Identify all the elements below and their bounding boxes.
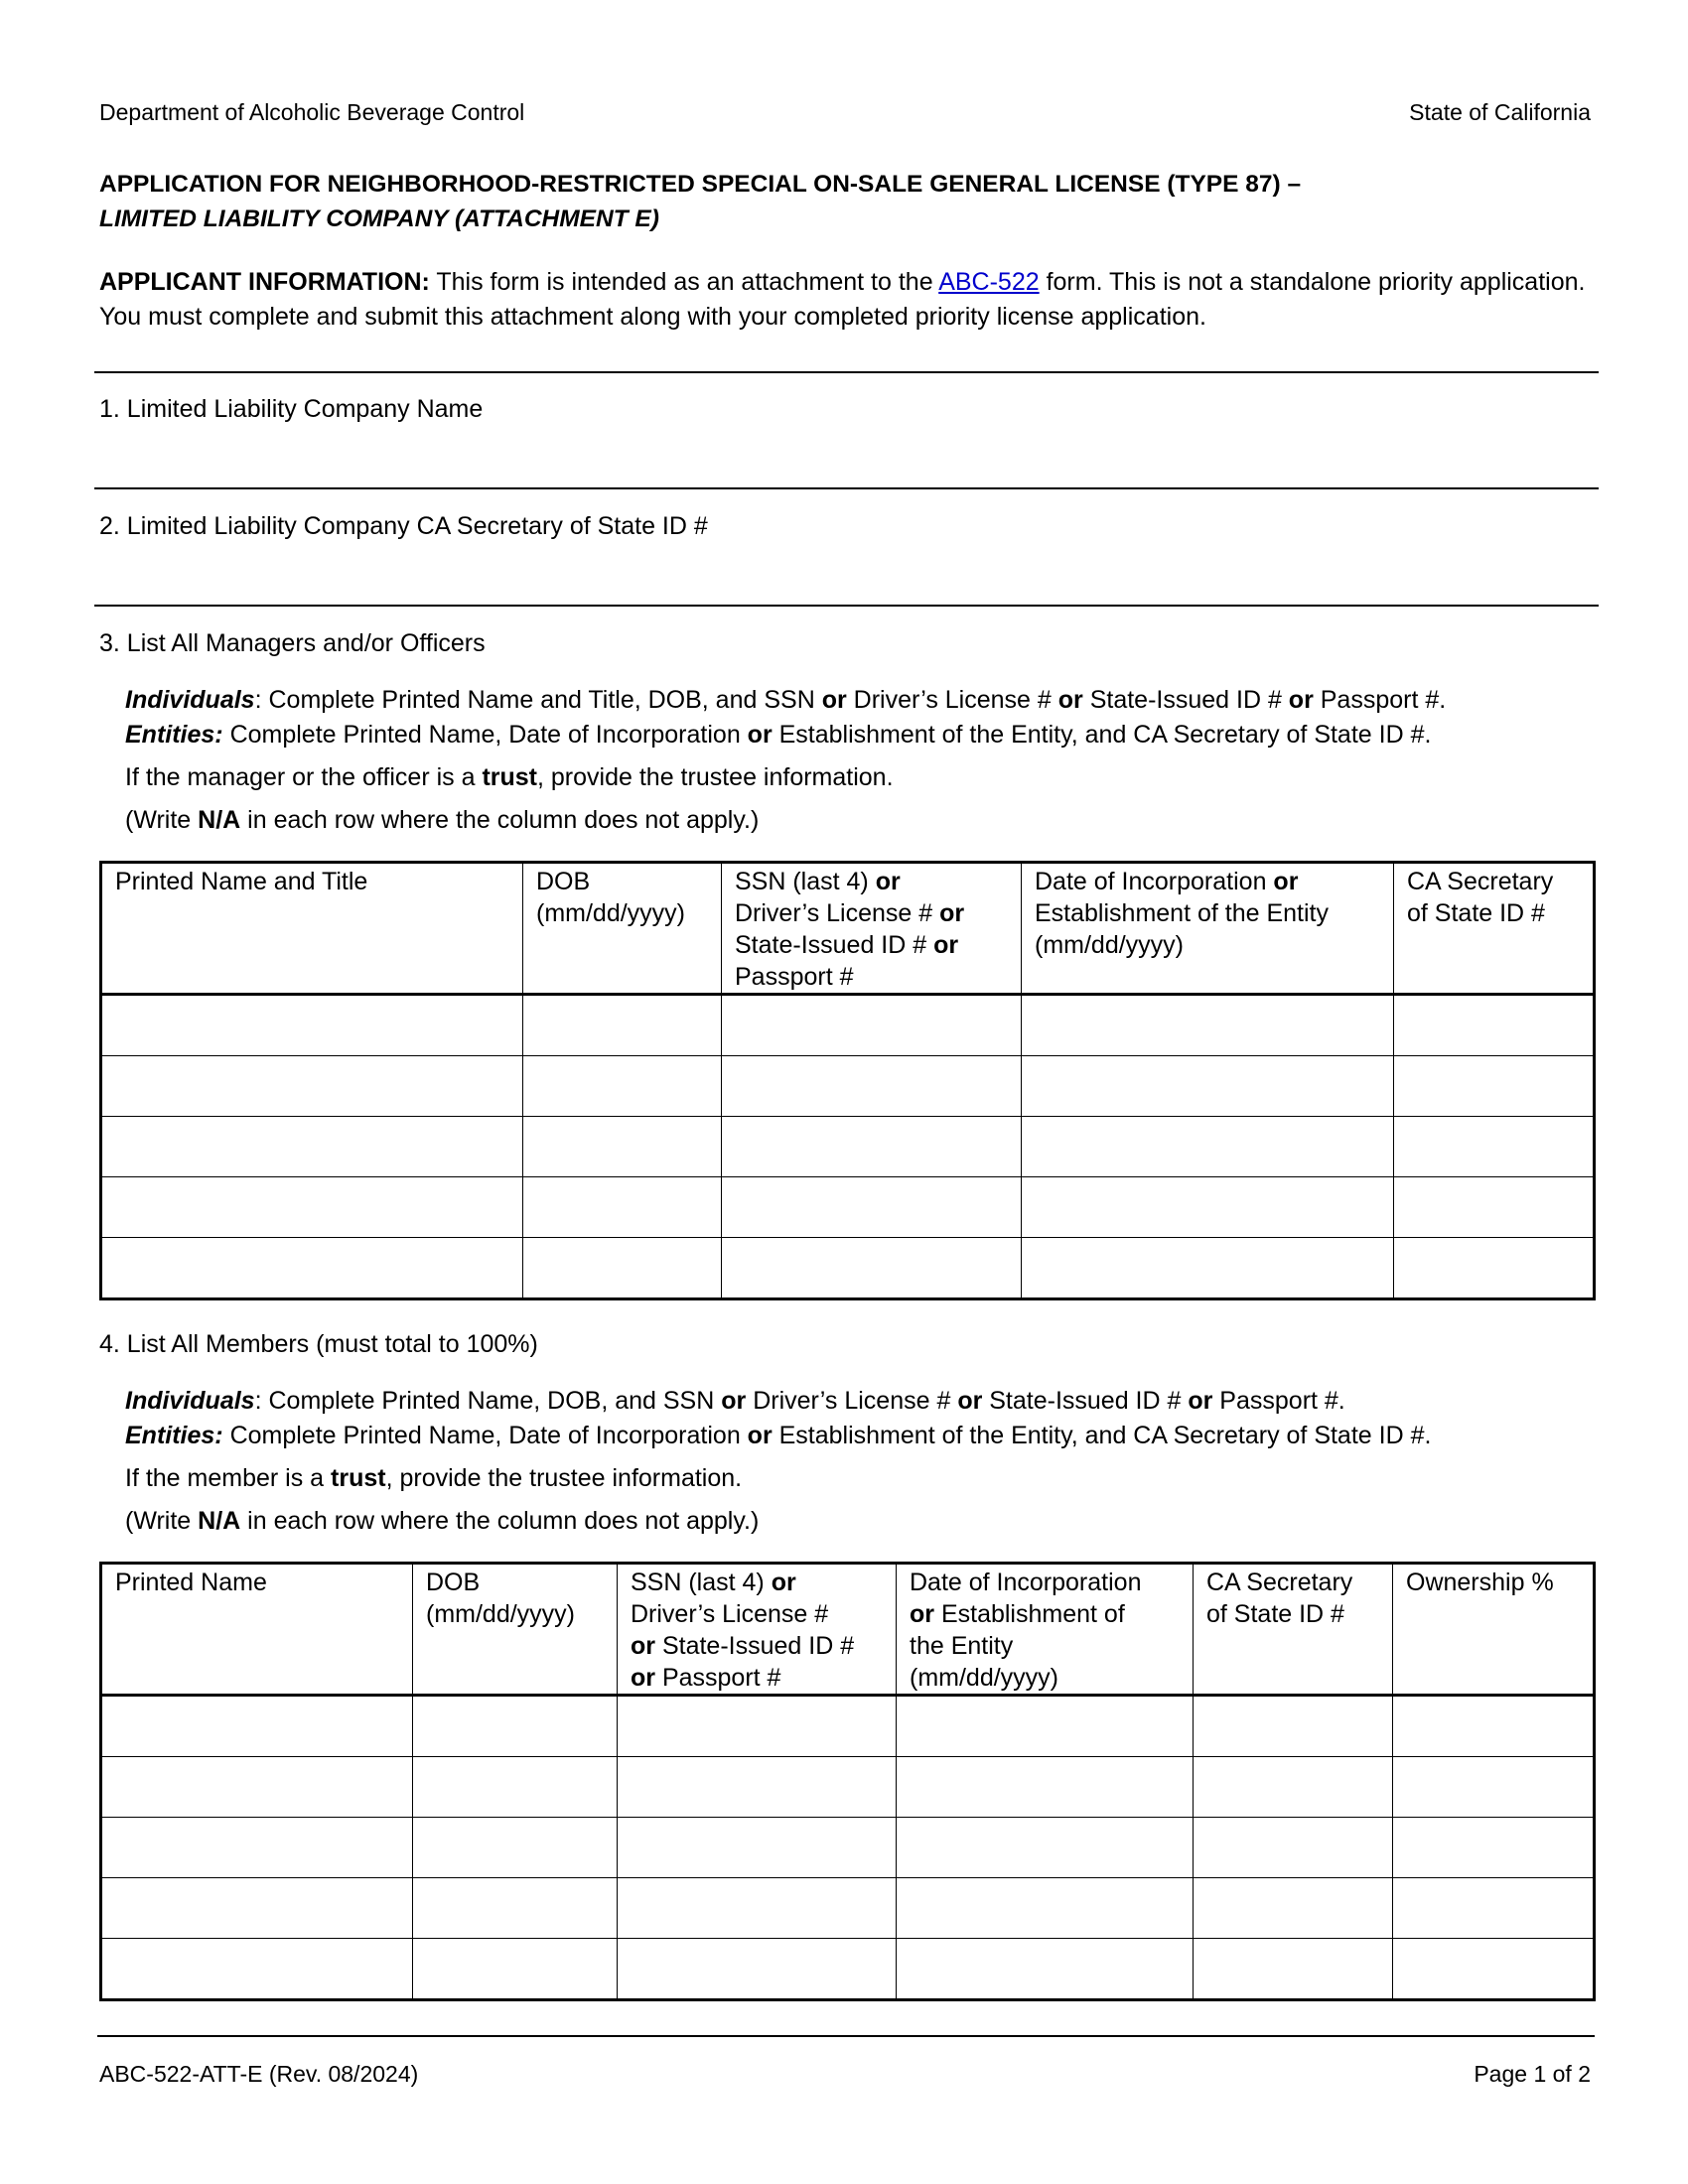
cell-input[interactable] bbox=[897, 1757, 1194, 1818]
cell-input[interactable] bbox=[523, 1238, 722, 1299]
cell-input[interactable] bbox=[1394, 1238, 1595, 1299]
table-row bbox=[101, 1696, 1595, 1757]
divider bbox=[94, 371, 1599, 373]
cell-input[interactable] bbox=[101, 1177, 523, 1238]
intro-text-cont: form. This is not a standalone priority application. You must complete and submit this attachment along with your completed priority license application. bbox=[99, 268, 1586, 331]
llc-sos-id-field[interactable] bbox=[99, 549, 1594, 599]
cell-input[interactable] bbox=[1194, 1696, 1393, 1757]
applicant-information-label: APPLICANT INFORMATION: bbox=[99, 268, 430, 296]
cell-input[interactable] bbox=[722, 1056, 1022, 1117]
cell-input[interactable] bbox=[1022, 1056, 1394, 1117]
cell-input[interactable] bbox=[618, 1818, 897, 1878]
form-id: ABC-522-ATT-E (Rev. 08/2024) bbox=[99, 2061, 419, 2087]
col-id-number: SSN (last 4) or Driver’s License # or State-Issued ID # or Passport # bbox=[618, 1564, 897, 1696]
cell-input[interactable] bbox=[1022, 995, 1394, 1056]
page-number: Page 1 of 2 bbox=[1474, 2061, 1591, 2087]
managers-table bbox=[99, 861, 1596, 1300]
cell-input[interactable] bbox=[1393, 1878, 1595, 1939]
cell-input[interactable] bbox=[897, 1696, 1194, 1757]
cell-input[interactable] bbox=[897, 1878, 1194, 1939]
table-header-row bbox=[101, 863, 1595, 995]
cell-input[interactable] bbox=[1022, 1177, 1394, 1238]
cell-input[interactable] bbox=[897, 1818, 1194, 1878]
cell-input[interactable] bbox=[101, 1757, 413, 1818]
department-name: Department of Alcoholic Beverage Control bbox=[99, 99, 525, 125]
cell-input[interactable] bbox=[101, 1238, 523, 1299]
cell-input[interactable] bbox=[1194, 1757, 1393, 1818]
cell-input[interactable] bbox=[1394, 1117, 1595, 1177]
llc-name-label: 1. Limited Liability Company Name bbox=[99, 395, 484, 423]
cell-input[interactable] bbox=[618, 1939, 897, 2000]
cell-input[interactable] bbox=[1393, 1818, 1595, 1878]
na-instruction: (Write N/A in each row where the column does not apply.) bbox=[125, 806, 760, 834]
cell-input[interactable] bbox=[523, 1056, 722, 1117]
entities-instruction: Entities: Complete Printed Name, Date of Incorporation or Establishment of the Entity, and CA Secretary of State ID #. bbox=[125, 1422, 1432, 1449]
col-dob: DOB (mm/dd/yyyy) bbox=[413, 1564, 618, 1696]
cell-input[interactable] bbox=[1022, 1117, 1394, 1177]
cell-input[interactable] bbox=[413, 1757, 618, 1818]
cell-input[interactable] bbox=[722, 1177, 1022, 1238]
table-row bbox=[101, 1117, 1595, 1177]
table-row bbox=[101, 1757, 1595, 1818]
table-row bbox=[101, 1818, 1595, 1878]
cell-input[interactable] bbox=[413, 1939, 618, 2000]
state-name: State of California bbox=[1409, 99, 1591, 125]
col-date-incorporation: Date of Incorporation or Establishment of the Entity (mm/dd/yyyy) bbox=[1022, 863, 1394, 995]
cell-input[interactable] bbox=[101, 1939, 413, 2000]
cell-input[interactable] bbox=[523, 1117, 722, 1177]
trust-instruction: If the manager or the officer is a trust, provide the trustee information. bbox=[125, 763, 894, 791]
na-instruction: (Write N/A in each row where the column does not apply.) bbox=[125, 1507, 760, 1535]
footer-divider bbox=[97, 2035, 1595, 2037]
members-label: 4. List All Members (must total to 100%) bbox=[99, 1330, 538, 1358]
table-row bbox=[101, 1939, 1595, 2000]
cell-input[interactable] bbox=[618, 1878, 897, 1939]
cell-input[interactable] bbox=[101, 1818, 413, 1878]
col-dob: DOB (mm/dd/yyyy) bbox=[523, 863, 722, 995]
cell-input[interactable] bbox=[1194, 1878, 1393, 1939]
applicant-information bbox=[99, 265, 1609, 335]
cell-input[interactable] bbox=[101, 1056, 523, 1117]
cell-input[interactable] bbox=[1393, 1696, 1595, 1757]
form-title bbox=[99, 167, 1301, 236]
cell-input[interactable] bbox=[413, 1818, 618, 1878]
cell-input[interactable] bbox=[722, 1238, 1022, 1299]
divider bbox=[94, 487, 1599, 489]
cell-input[interactable] bbox=[101, 1696, 413, 1757]
cell-input[interactable] bbox=[1393, 1757, 1595, 1818]
cell-input[interactable] bbox=[1022, 1238, 1394, 1299]
col-ownership: Ownership % bbox=[1393, 1564, 1595, 1696]
col-date-incorporation: Date of Incorporation or Establishment of the Entity (mm/dd/yyyy) bbox=[897, 1564, 1194, 1696]
cell-input[interactable] bbox=[1394, 995, 1595, 1056]
individuals-instruction: Individuals: Complete Printed Name and Title, DOB, and SSN or Driver’s License # or State-Issued ID # or Passport #. bbox=[125, 686, 1447, 714]
cell-input[interactable] bbox=[523, 995, 722, 1056]
individuals-instruction: Individuals: Complete Printed Name, DOB, and SSN or Driver’s License # or State-Issued ID # or Passport #. bbox=[125, 1387, 1345, 1415]
cell-input[interactable] bbox=[1194, 1818, 1393, 1878]
col-printed-name-title: Printed Name and Title bbox=[101, 863, 523, 995]
col-id-number: SSN (last 4) or Driver’s License # or State-Issued ID # or Passport # bbox=[722, 863, 1022, 995]
trust-instruction: If the member is a trust, provide the trustee information. bbox=[125, 1464, 743, 1492]
llc-name-field[interactable] bbox=[99, 433, 1594, 482]
form-title-line1: APPLICATION FOR NEIGHBORHOOD-RESTRICTED SPECIAL ON-SALE GENERAL LICENSE (TYPE 87) – bbox=[99, 171, 1302, 198]
cell-input[interactable] bbox=[413, 1696, 618, 1757]
col-sos-id: CA Secretary of State ID # bbox=[1394, 863, 1595, 995]
divider bbox=[94, 605, 1599, 607]
abc-522-link[interactable]: ABC-522 bbox=[938, 268, 1040, 296]
cell-input[interactable] bbox=[413, 1878, 618, 1939]
table-row bbox=[101, 1056, 1595, 1117]
cell-input[interactable] bbox=[618, 1696, 897, 1757]
cell-input[interactable] bbox=[1393, 1939, 1595, 2000]
table-row bbox=[101, 1177, 1595, 1238]
cell-input[interactable] bbox=[897, 1939, 1194, 2000]
cell-input[interactable] bbox=[101, 1878, 413, 1939]
intro-text: This form is intended as an attachment to the bbox=[429, 268, 939, 296]
cell-input[interactable] bbox=[722, 995, 1022, 1056]
members-table bbox=[99, 1562, 1596, 2001]
cell-input[interactable] bbox=[101, 995, 523, 1056]
col-printed-name: Printed Name bbox=[101, 1564, 413, 1696]
col-sos-id: CA Secretary of State ID # bbox=[1194, 1564, 1393, 1696]
form-title-line2: LIMITED LIABILITY COMPANY (ATTACHMENT E) bbox=[99, 205, 659, 232]
cell-input[interactable] bbox=[722, 1117, 1022, 1177]
cell-input[interactable] bbox=[618, 1757, 897, 1818]
cell-input[interactable] bbox=[1394, 1056, 1595, 1117]
managers-instructions bbox=[125, 683, 1446, 838]
cell-input[interactable] bbox=[523, 1177, 722, 1238]
members-instructions bbox=[125, 1384, 1431, 1539]
table-row bbox=[101, 995, 1595, 1056]
llc-sos-id-label: 2. Limited Liability Company CA Secretary of State ID # bbox=[99, 512, 708, 540]
table-row bbox=[101, 1878, 1595, 1939]
managers-officers-label: 3. List All Managers and/or Officers bbox=[99, 629, 486, 657]
cell-input[interactable] bbox=[1394, 1177, 1595, 1238]
cell-input[interactable] bbox=[1194, 1939, 1393, 2000]
entities-instruction: Entities: Complete Printed Name, Date of Incorporation or Establishment of the Entity, and CA Secretary of State ID #. bbox=[125, 721, 1432, 749]
cell-input[interactable] bbox=[101, 1117, 523, 1177]
table-header-row bbox=[101, 1564, 1595, 1696]
table-row bbox=[101, 1238, 1595, 1299]
